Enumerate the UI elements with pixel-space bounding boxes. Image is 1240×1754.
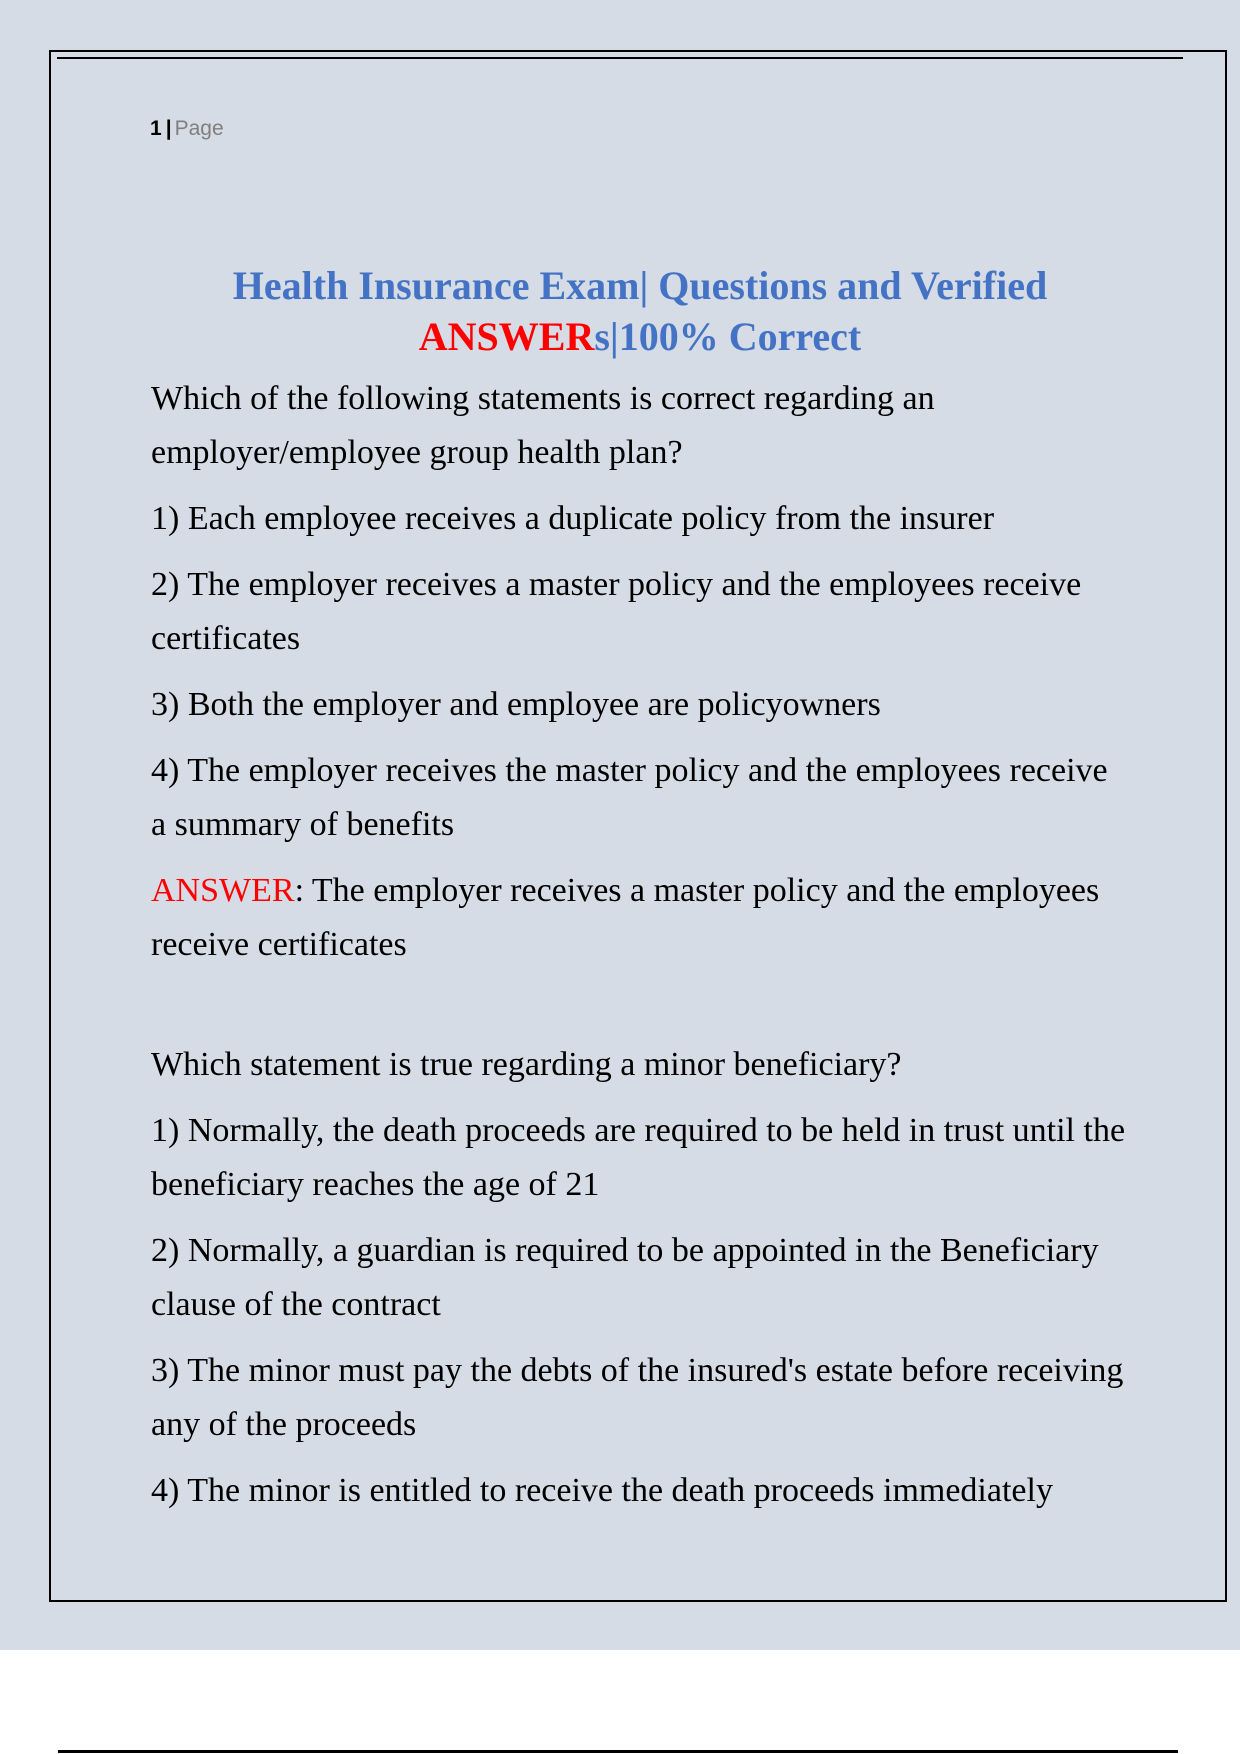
option-item: 2) Normally, a guardian is required to be appointed in the Beneficiary clause of the contract: [151, 1232, 1099, 1323]
question-block: [151, 1038, 1131, 1518]
option-item: 4) The minor is entitled to receive the death proceeds immediately: [151, 1472, 1053, 1509]
option-item: 3) The minor must pay the debts of the insured's estate before receiving any of the proceeds: [151, 1352, 1124, 1443]
title-answer-red: ANSWER: [418, 314, 595, 359]
spacer: [151, 984, 1131, 1038]
option-item: 3) Both the employer and employee are policyowners: [151, 686, 881, 723]
title-line-2-rest: s|100% Correct: [594, 314, 862, 359]
page-number-separator: |: [165, 117, 172, 140]
document-body: [151, 372, 1131, 1530]
question-text: Which of the following statements is correct regarding an employer/employee group health plan?: [151, 380, 935, 471]
page-number-header: [150, 117, 224, 141]
document-title: [150, 260, 1130, 362]
question-block: [151, 372, 1131, 972]
next-page-rule: [58, 1750, 1178, 1753]
option-item: 4) The employer receives the master policy and the employees receive a summary of benefits: [151, 752, 1108, 843]
page-label: Page: [174, 117, 224, 140]
page-number: 1: [150, 117, 162, 140]
option-item: 1) Each employee receives a duplicate policy from the insurer: [151, 500, 995, 537]
answer-label: ANSWER: [151, 872, 295, 909]
answer-text: : The employer receives a master policy and the employees receive certificates: [151, 872, 1100, 963]
option-item: 1) Normally, the death proceeds are required to be held in trust until the beneficiary reaches the age of 21: [151, 1112, 1126, 1203]
option-item: 2) The employer receives a master policy and the employees receive certificates: [151, 566, 1082, 657]
title-line-1: Health Insurance Exam| Questions and Verified: [232, 263, 1048, 308]
title-line-2: [150, 311, 1130, 362]
header-rule: [57, 57, 1183, 59]
question-text: Which statement is true regarding a minor beneficiary?: [151, 1046, 902, 1083]
answer-line: [151, 864, 1131, 972]
